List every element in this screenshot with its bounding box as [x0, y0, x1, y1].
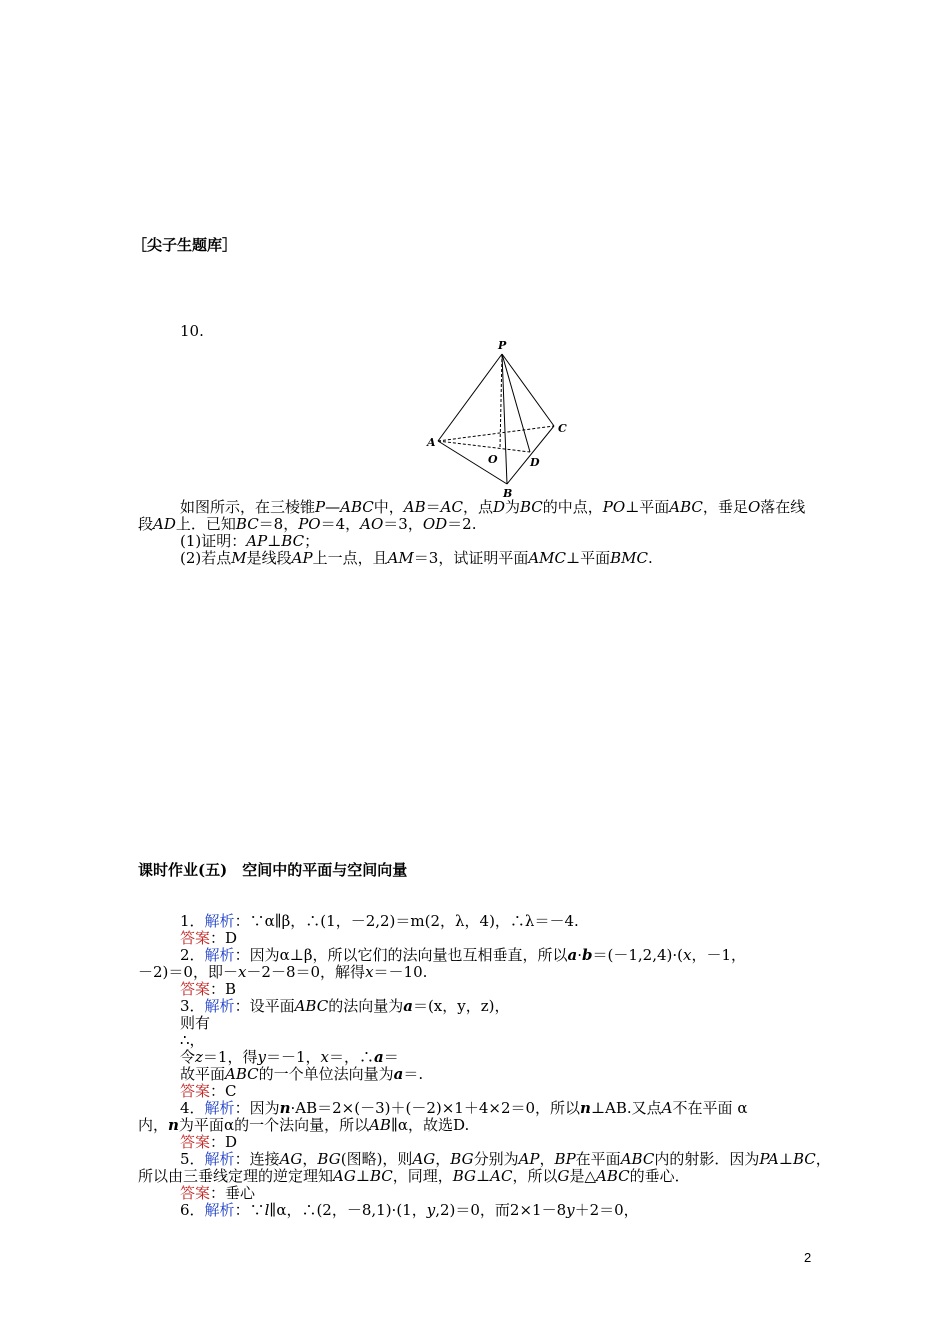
answer-2-result: 答案：B: [180, 980, 237, 998]
answer-3-line-5: 故平面ABC的一个单位法向量为a＝.: [180, 1065, 424, 1083]
problem-number: 10.: [180, 322, 204, 340]
answer-3-line-2: 则有: [180, 1014, 211, 1032]
edge-pd: [502, 354, 530, 452]
answer-2-analysis: 2．解析：因为α⊥β，所以它们的法向量也互相垂直，所以a·b＝(－1,2,4)·(x，－1，: [180, 946, 747, 964]
page-number: 2: [804, 1250, 812, 1265]
answer-4-result: 答案：D: [180, 1133, 238, 1151]
answer-4-analysis: 4．解析：因为n·AB＝2×(－3)＋(－2)×1＋4×2＝0，所以n⊥AB.又点A不在平面 α: [180, 1099, 748, 1117]
label-c: C: [558, 422, 567, 435]
answer-3-result: 答案：C: [180, 1082, 237, 1100]
answer-3-line-4: 令z＝1，得y＝－1，x＝，∴a＝: [180, 1048, 399, 1066]
problem-text-line-1: 如图所示，在三棱锥P—ABC中，AB＝AC，点D为BC的中点，PO⊥平面ABC，垂足O落在线: [180, 498, 806, 516]
edge-ad: [438, 441, 530, 452]
answer-2-continued: －2)＝0，即－x－2－8＝0，解得x＝－10.: [138, 963, 428, 981]
label-b: B: [503, 487, 513, 500]
problem-part-1: (1)证明：AP⊥BC；: [180, 532, 320, 550]
tetrahedron-figure: [420, 336, 580, 500]
answer-5-analysis: 5．解析：连接AG，BG(图略)，则AG，BG分别为AP，BP在平面ABC内的射影．因为PA⊥BC，: [180, 1150, 831, 1168]
edge-pb: [502, 354, 507, 484]
problem-part-2: (2)若点M是线段AP上一点，且AM＝3，试证明平面AMC⊥平面BMC.: [180, 549, 653, 567]
answer-4-continued: 内，n为平面α的一个法向量，所以AB∥α，故选D.: [138, 1116, 470, 1134]
answer-1-result: 答案：D: [180, 929, 238, 947]
homework-title: 课时作业(五) 空间中的平面与空间向量: [138, 861, 408, 879]
edge-pc: [502, 354, 554, 426]
answer-3-analysis: 3．解析：设平面ABC的法向量为a＝(x，y，z)，: [180, 997, 510, 1015]
answer-6-analysis: 6．解析：∵l∥α，∴(2，－8,1)·(1，y,2)＝0，而2×1－8y＋2＝0，: [180, 1201, 639, 1219]
problem-text-line-2: 段AD上．已知BC＝8，PO＝4，AO＝3，OD＝2.: [138, 515, 477, 533]
label-d: D: [530, 456, 540, 469]
section-title: ［尖子生题库］: [132, 236, 238, 254]
label-p: P: [498, 339, 507, 352]
answer-5-result: 答案：垂心: [180, 1184, 256, 1202]
answer-1-analysis: 1．解析：∵α∥β，∴(1，－2,2)＝m(2，λ，4)，∴λ＝－4.: [180, 912, 579, 930]
edge-ac: [438, 426, 554, 441]
edge-pa: [438, 354, 502, 441]
label-a: A: [427, 436, 436, 449]
label-o: O: [488, 453, 498, 466]
edge-bc: [507, 426, 554, 484]
answer-3-line-3: ∴，: [180, 1031, 205, 1049]
edge-po: [500, 354, 502, 448]
answer-5-continued: 所以由三垂线定理的逆定理知AG⊥BC，同理，BG⊥AC，所以G是△ABC的垂心．: [138, 1167, 690, 1185]
